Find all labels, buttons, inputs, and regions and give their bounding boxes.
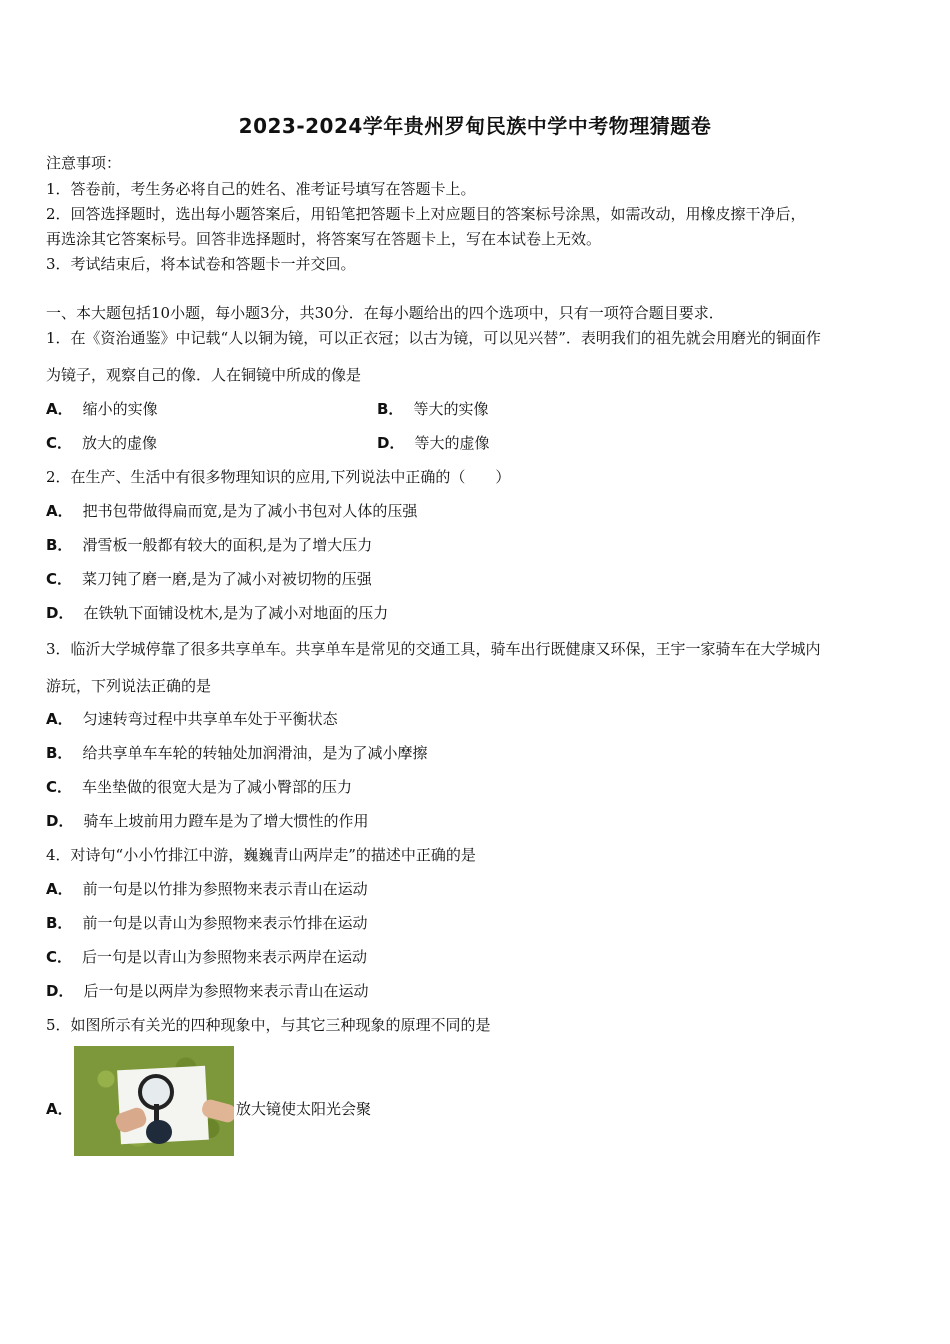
q4-option-a[interactable]: A． 前一句是以竹排为参照物来表示青山在运动 — [46, 880, 368, 898]
q4-stem: 4．对诗句“小小竹排江中游，巍巍青山两岸走”的描述中正确的是 — [46, 846, 476, 864]
magnifier-photo — [74, 1046, 234, 1156]
q2-option-a[interactable]: A． 把书包带做得扁而宽,是为了减小书包对人体的压强 — [46, 502, 418, 520]
q4-option-c[interactable]: C． 后一句是以青山为参照物来表示两岸在运动 — [46, 948, 368, 966]
q3-stem-line1: 3．临沂大学城停靠了很多共享单车。共享单车是常见的交通工具，骑车出行既健康又环保，王宇一家骑车在大学城内 — [46, 640, 821, 658]
q2-option-d[interactable]: D． 在铁轨下面铺设枕木,是为了减小对地面的压力 — [46, 604, 389, 622]
q5-option-a-text: 放大镜使太阳光会聚 — [236, 1100, 372, 1118]
q3-option-b[interactable]: B． 给共享单车车轮的转轴处加润滑油，是为了减小摩擦 — [46, 744, 428, 762]
q3-option-c[interactable]: C． 车坐垫做的很宽大是为了减小臀部的压力 — [46, 778, 353, 796]
q1-stem-line1: 1．在《资治通鉴》中记载“人以铜为镜，可以正衣冠；以古为镜，可以见兴替”．表明我们的祖先就会用磨光的铜面作 — [46, 329, 821, 347]
notice-item-2-cont: 再选涂其它答案标号。回答非选择题时，将答案写在答题卡上，写在本试卷上无效。 — [46, 230, 602, 248]
q3-stem-line2: 游玩，下列说法正确的是 — [46, 677, 212, 695]
section-heading: 一、本大题包括10小题，每小题3分，共30分．在每小题给出的四个选项中，只有一项符合题目要求． — [46, 304, 724, 322]
q4-option-b[interactable]: B． 前一句是以青山为参照物来表示竹排在运动 — [46, 914, 368, 932]
q1-option-b[interactable]: B． 等大的实像 — [377, 400, 489, 418]
q1-option-a[interactable]: A． 缩小的实像 — [46, 400, 158, 418]
q3-option-d[interactable]: D． 骑车上坡前用力蹬车是为了增大惯性的作用 — [46, 812, 369, 830]
q1-option-c[interactable]: C． 放大的虚像 — [46, 434, 158, 452]
notice-item-2: 2．回答选择题时，选出每小题答案后，用铅笔把答题卡上对应题目的答案标号涂黑，如需改动，用橡皮擦干净后， — [46, 205, 806, 223]
q1-option-d[interactable]: D． 等大的虚像 — [377, 434, 490, 452]
q5-option-a-label[interactable]: A． — [46, 1100, 73, 1118]
q1-stem-line2: 为镜子，观察自己的像．人在铜镜中所成的像是 — [46, 366, 362, 384]
notice-item-1: 1．答卷前，考生务必将自己的姓名、准考证号填写在答题卡上。 — [46, 180, 476, 198]
q3-option-a[interactable]: A． 匀速转弯过程中共享单车处于平衡状态 — [46, 710, 338, 728]
notice-heading: 注意事项： — [46, 154, 122, 172]
q5-stem: 5．如图所示有关光的四种现象中，与其它三种现象的原理不同的是 — [46, 1016, 491, 1034]
notice-item-3: 3．考试结束后，将本试卷和答题卡一并交回。 — [46, 255, 356, 273]
q2-option-b[interactable]: B． 滑雪板一般都有较大的面积,是为了增大压力 — [46, 536, 373, 554]
q2-stem: 2．在生产、生活中有很多物理知识的应用,下列说法中正确的（ ） — [46, 468, 511, 486]
page-title: 2023-2024学年贵州罗甸民族中学中考物理猜题卷 — [238, 114, 712, 138]
q4-option-d[interactable]: D． 后一句是以两岸为参照物来表示青山在运动 — [46, 982, 369, 1000]
q2-option-c[interactable]: C． 菜刀钝了磨一磨,是为了减小对被切物的压强 — [46, 570, 372, 588]
